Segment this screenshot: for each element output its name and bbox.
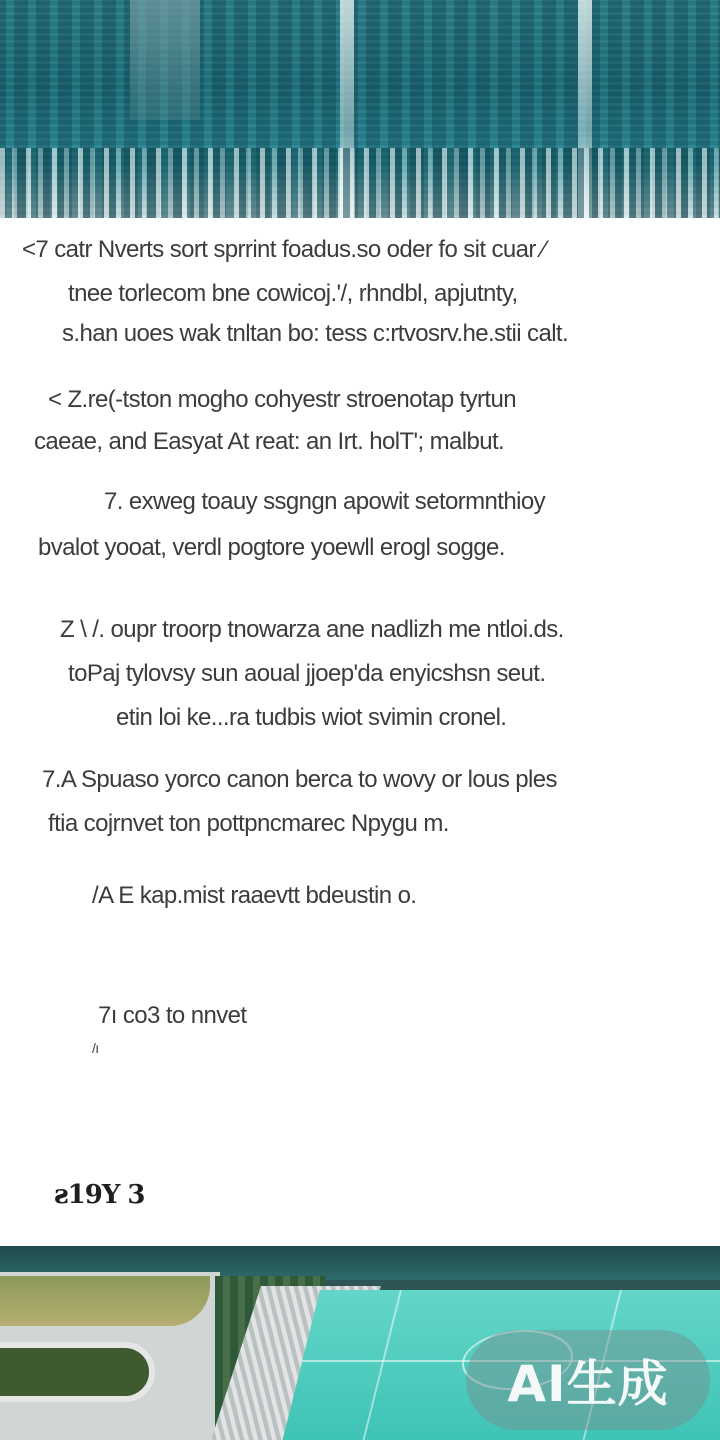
text-line: etin loi ke...ra tudbis wiot svimin cronel. xyxy=(116,704,507,731)
ai-generated-badge: AI生成 xyxy=(466,1330,710,1430)
field-line xyxy=(360,1290,402,1440)
text-line: toPaj tylovsy sun aoual jjoep'da enyicshsn seut. xyxy=(68,660,546,687)
forest-clearing xyxy=(130,0,200,120)
text-line: /A E kap.mist raaevtt bdeustin o. xyxy=(92,882,417,909)
text-line: bvalot yooat, verdl pogtore yoewll erogl sogge. xyxy=(38,534,505,561)
text-line: 7.A Spuaso yorco canon berca to wovy or lous ples xyxy=(42,766,557,793)
text-line: s.han uoes wak tnltan bo: tess c:rtvosrv.he.stii calt. xyxy=(62,320,569,347)
signature-mark: ƨ19Y 3 xyxy=(54,1180,145,1210)
text-line: ftia cojrnvet ton pottpncmarec Npygu m. xyxy=(48,810,449,837)
text-line: /ı xyxy=(92,1040,99,1056)
text-line: tnee torlecom bne cowicoj.'/, rhndbl, apjutnty, xyxy=(68,280,518,307)
text-line: Z \ /. oupr troorp tnowarza ane nadlizh me ntloi.ds. xyxy=(60,616,564,643)
text-line: caeae, and Easyat At reat: an Irt. holT'; malbut. xyxy=(34,428,505,455)
text-line: 7. exweg toauy ssgngn apowit setormnthioy xyxy=(104,488,545,515)
text-line: < Z.re(-tston mogho cohyestr stroenotap tyrtun xyxy=(48,386,516,413)
forest-snow-edge xyxy=(0,148,720,218)
green-terrace xyxy=(0,1276,210,1326)
forest-banner-image xyxy=(0,0,720,218)
text-line: 7ı co3 to nnvet xyxy=(98,1002,247,1029)
text-line: <7 catr Nverts sort sprrint foadus.so oder fo sit cuar ⁄ xyxy=(22,236,546,263)
planter xyxy=(0,1342,155,1402)
